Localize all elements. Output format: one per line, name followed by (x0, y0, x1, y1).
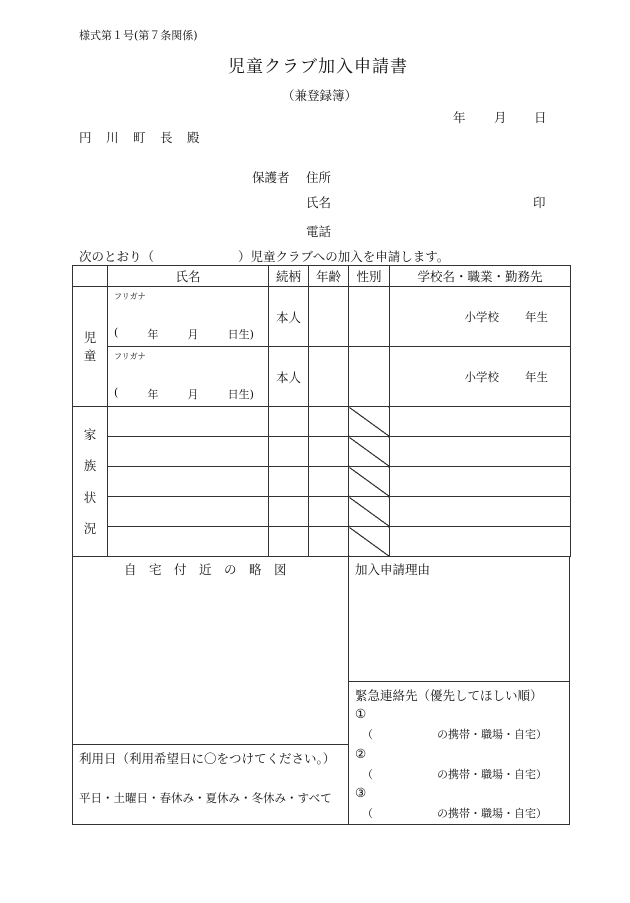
applicant-table (72, 265, 571, 557)
emergency-contact-3[interactable]: の携帯・職場・自宅） (437, 807, 547, 820)
reason-label: 加入申請理由 (355, 562, 431, 577)
birth-date: ( 年 月 日生) (114, 326, 254, 341)
relation-cell: 本人 (269, 347, 309, 407)
sex-slash-cell (349, 497, 390, 527)
header-school: 学校名・職業・勤務先 (390, 266, 571, 287)
emergency-contact-1[interactable]: の携帯・職場・自宅） (437, 728, 547, 741)
sex-slash-cell (349, 407, 390, 437)
school-label: 小学校 (464, 369, 499, 384)
reason-area[interactable] (349, 578, 569, 680)
school-cell[interactable] (390, 287, 571, 347)
map-area[interactable] (73, 578, 348, 743)
grade-label: 年生 (525, 309, 548, 324)
family-name-cell[interactable] (108, 497, 269, 527)
family-age-cell[interactable] (309, 497, 349, 527)
emergency-marker-2: ② (355, 746, 367, 761)
form-number: 様式第１号(第７条関係) (79, 29, 198, 42)
emergency-open-3: （ (362, 807, 373, 820)
guardian-phone-label: 電話 (306, 224, 332, 239)
emergency-open-1: （ (362, 728, 373, 741)
family-work-cell[interactable] (390, 407, 571, 437)
table-header-row (73, 266, 571, 287)
family-name-cell[interactable] (108, 407, 269, 437)
child-row (73, 287, 571, 347)
sex-slash-cell (349, 437, 390, 467)
emergency-open-2: （ (362, 768, 373, 781)
seal-label: 印 (533, 195, 546, 210)
family-relation-cell[interactable] (269, 527, 309, 557)
family-row (73, 497, 571, 527)
guardian-address-label: 住所 (306, 170, 332, 185)
child-label: 児童 (73, 287, 108, 407)
form-subtitle: （兼登録簿） (282, 88, 358, 103)
family-work-cell[interactable] (390, 437, 571, 467)
family-age-cell[interactable] (309, 527, 349, 557)
emergency-marker-1: ① (355, 706, 367, 721)
family-relation-cell[interactable] (269, 437, 309, 467)
emergency-label: 緊急連絡先（優先してほしい順） (355, 688, 543, 703)
family-age-cell[interactable] (309, 407, 349, 437)
intro-prefix: 次のとおり（ (79, 249, 155, 264)
date-day: 日 (534, 110, 547, 125)
sex-slash-cell (349, 527, 390, 557)
date-year: 年 (453, 110, 466, 125)
school-cell[interactable] (390, 347, 571, 407)
sex-cell[interactable] (349, 287, 390, 347)
header-relation: 続柄 (269, 266, 309, 287)
form-title: 児童クラブ加入申請書 (228, 57, 408, 77)
family-relation-cell[interactable] (269, 407, 309, 437)
birth-date: ( 年 月 日生) (114, 386, 254, 401)
family-work-cell[interactable] (390, 497, 571, 527)
family-row (73, 467, 571, 497)
header-sex: 性別 (349, 266, 390, 287)
school-label: 小学校 (464, 309, 499, 324)
child-row (73, 347, 571, 407)
guardian-label: 保護者 (252, 170, 290, 185)
family-relation-cell[interactable] (269, 467, 309, 497)
date-month: 月 (494, 110, 507, 125)
furigana-label: フリガナ (114, 292, 146, 301)
family-label: 家 族 状 況 (73, 407, 108, 557)
header-name: 氏名 (108, 266, 269, 287)
family-name-cell[interactable] (108, 437, 269, 467)
usage-label: 利用日（利用希望日に〇をつけてください。） (79, 751, 336, 766)
family-row (73, 437, 571, 467)
map-divider (72, 744, 349, 745)
map-label: 自 宅 付 近 の 略 図 (124, 562, 287, 577)
header-age: 年齢 (309, 266, 349, 287)
child-name-cell[interactable] (108, 287, 269, 347)
family-row (73, 407, 571, 437)
family-age-cell[interactable] (309, 467, 349, 497)
relation-cell: 本人 (269, 287, 309, 347)
age-cell[interactable] (309, 287, 349, 347)
furigana-label: フリガナ (114, 352, 146, 361)
age-cell[interactable] (309, 347, 349, 407)
family-age-cell[interactable] (309, 437, 349, 467)
usage-options[interactable]: 平日・土曜日・春休み・夏休み・冬休み・すべて (79, 791, 332, 805)
family-row (73, 527, 571, 557)
addressee: 円 川 町 長 殿 (79, 130, 201, 145)
family-relation-cell[interactable] (269, 497, 309, 527)
sex-slash-cell (349, 467, 390, 497)
family-work-cell[interactable] (390, 467, 571, 497)
emergency-contact-2[interactable]: の携帯・職場・自宅） (437, 768, 547, 781)
child-name-cell[interactable] (108, 347, 269, 407)
intro-suffix: ）児童クラブへの加入を申請します。 (238, 249, 450, 264)
emergency-marker-3: ③ (355, 785, 367, 800)
guardian-name-label: 氏名 (306, 195, 332, 210)
family-work-cell[interactable] (390, 527, 571, 557)
family-name-cell[interactable] (108, 527, 269, 557)
family-name-cell[interactable] (108, 467, 269, 497)
sex-cell[interactable] (349, 347, 390, 407)
grade-label: 年生 (525, 369, 548, 384)
reason-divider (348, 681, 570, 682)
